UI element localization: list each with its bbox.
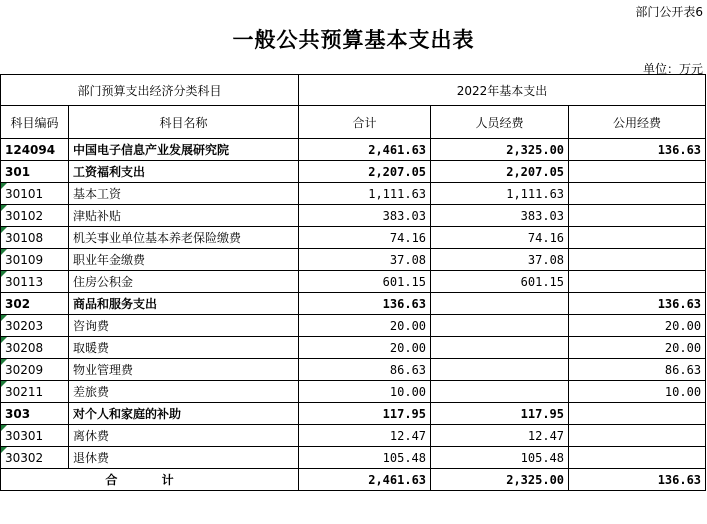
row-total: 136.63 [299, 293, 431, 315]
row-public: 20.00 [569, 337, 706, 359]
row-name: 工资福利支出 [69, 161, 299, 183]
header-total: 合计 [299, 106, 431, 139]
row-public [569, 249, 706, 271]
row-total: 20.00 [299, 337, 431, 359]
row-total: 601.15 [299, 271, 431, 293]
row-total: 2,207.05 [299, 161, 431, 183]
row-code: 30109 [1, 249, 69, 271]
row-name: 退休费 [69, 447, 299, 469]
row-public [569, 227, 706, 249]
row-code: 30302 [1, 447, 69, 469]
row-public [569, 447, 706, 469]
row-total: 2,461.63 [299, 139, 431, 161]
header-group-row [1, 75, 706, 106]
header-subject-code: 科目编码 [1, 106, 69, 139]
row-name: 商品和服务支出 [69, 293, 299, 315]
row-total: 12.47 [299, 425, 431, 447]
table-row [1, 359, 706, 381]
table-row [1, 161, 706, 183]
row-code: 30101 [1, 183, 69, 205]
row-public [569, 425, 706, 447]
row-name: 津贴补贴 [69, 205, 299, 227]
row-name: 机关事业单位基本养老保险缴费 [69, 227, 299, 249]
header-economic-classification: 部门预算支出经济分类科目 [1, 75, 299, 106]
row-code: 302 [1, 293, 69, 315]
row-total: 74.16 [299, 227, 431, 249]
table-number-label: 部门公开表6 [635, 5, 703, 19]
table-row [1, 271, 706, 293]
row-public [569, 271, 706, 293]
table-row [1, 315, 706, 337]
row-total: 37.08 [299, 249, 431, 271]
row-code: 30113 [1, 271, 69, 293]
header-public-expenses: 公用经费 [569, 106, 706, 139]
header-columns-row [1, 106, 706, 139]
table-row [1, 447, 706, 469]
row-name: 中国电子信息产业发展研究院 [69, 139, 299, 161]
row-personnel [431, 359, 569, 381]
row-personnel: 2,325.00 [431, 139, 569, 161]
page-title: 一般公共预算基本支出表 [232, 28, 475, 52]
row-personnel: 12.47 [431, 425, 569, 447]
table-row [1, 183, 706, 205]
row-personnel: 117.95 [431, 403, 569, 425]
row-name: 离休费 [69, 425, 299, 447]
total-row [1, 469, 706, 491]
row-code: 124094 [1, 139, 69, 161]
row-code: 30209 [1, 359, 69, 381]
row-public [569, 205, 706, 227]
row-code: 301 [1, 161, 69, 183]
row-name: 住房公积金 [69, 271, 299, 293]
header-subject-name: 科目名称 [69, 106, 299, 139]
table-row [1, 139, 706, 161]
row-total: 383.03 [299, 205, 431, 227]
header-personnel-expenses: 人员经费 [431, 106, 569, 139]
table-row [1, 205, 706, 227]
unit-label: 单位：万元 [642, 62, 703, 76]
row-public: 86.63 [569, 359, 706, 381]
row-personnel [431, 315, 569, 337]
row-name: 物业管理费 [69, 359, 299, 381]
row-total: 105.48 [299, 447, 431, 469]
table-row [1, 381, 706, 403]
row-total: 1,111.63 [299, 183, 431, 205]
row-public [569, 403, 706, 425]
table-row [1, 403, 706, 425]
row-personnel: 601.15 [431, 271, 569, 293]
table-row [1, 337, 706, 359]
row-code: 30211 [1, 381, 69, 403]
row-personnel: 1,111.63 [431, 183, 569, 205]
row-code: 303 [1, 403, 69, 425]
row-code: 30301 [1, 425, 69, 447]
row-personnel [431, 337, 569, 359]
row-public: 136.63 [569, 293, 706, 315]
row-code: 30203 [1, 315, 69, 337]
row-personnel: 383.03 [431, 205, 569, 227]
row-public: 136.63 [569, 139, 706, 161]
row-code: 30208 [1, 337, 69, 359]
row-personnel: 105.48 [431, 447, 569, 469]
budget-table [0, 74, 706, 491]
row-personnel: 2,207.05 [431, 161, 569, 183]
total-sum: 2,461.63 [299, 469, 431, 491]
row-public [569, 183, 706, 205]
table-row [1, 293, 706, 315]
row-total: 117.95 [299, 403, 431, 425]
row-personnel: 74.16 [431, 227, 569, 249]
total-public: 136.63 [569, 469, 706, 491]
row-total: 10.00 [299, 381, 431, 403]
row-code: 30108 [1, 227, 69, 249]
row-personnel [431, 293, 569, 315]
header-basic-expenditure-2022: 2022年基本支出 [299, 75, 706, 106]
row-name: 咨询费 [69, 315, 299, 337]
row-public: 10.00 [569, 381, 706, 403]
table-row [1, 227, 706, 249]
row-personnel [431, 381, 569, 403]
table-row [1, 249, 706, 271]
total-label: 合 计 [1, 469, 299, 491]
row-public: 20.00 [569, 315, 706, 337]
row-name: 取暖费 [69, 337, 299, 359]
total-personnel: 2,325.00 [431, 469, 569, 491]
row-name: 基本工资 [69, 183, 299, 205]
row-total: 86.63 [299, 359, 431, 381]
row-name: 对个人和家庭的补助 [69, 403, 299, 425]
row-name: 差旅费 [69, 381, 299, 403]
row-code: 30102 [1, 205, 69, 227]
row-personnel: 37.08 [431, 249, 569, 271]
table-row [1, 425, 706, 447]
row-public [569, 161, 706, 183]
row-total: 20.00 [299, 315, 431, 337]
row-name: 职业年金缴费 [69, 249, 299, 271]
